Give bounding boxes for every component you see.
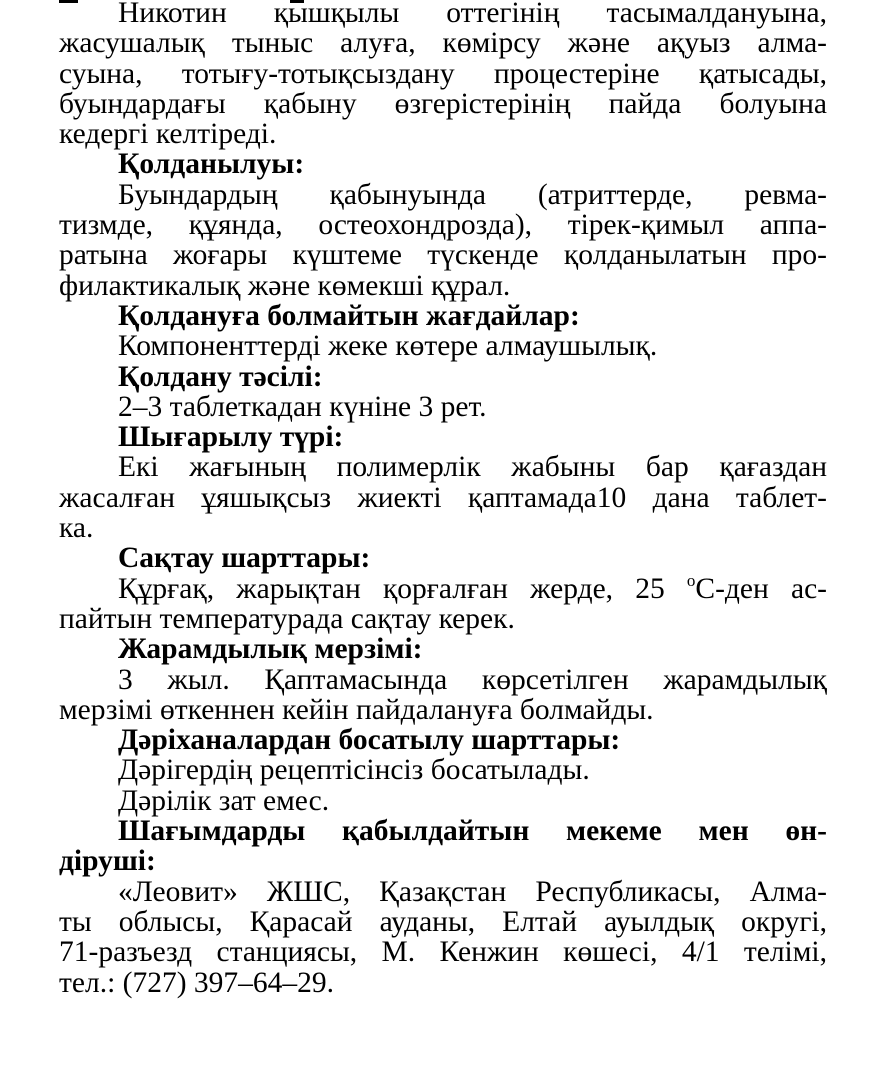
paragraph-line: тизмде, құянда, остеохондрозда), тірек-қимыл аппа- — [59, 209, 827, 242]
paragraph-line: ка. — [59, 512, 94, 545]
paragraph-line: 2–3 таблеткадан күніне 3 рет. — [118, 390, 487, 423]
paragraph-line: Дәрігердің рецептісінсіз босатылады. — [118, 754, 590, 787]
section-heading: Қолдану тәсілі: — [118, 360, 323, 393]
dosage-section — [59, 362, 827, 423]
section-heading: Дәріханалардан босатылу шарттары: — [118, 724, 621, 757]
paragraph-line: пайтын температурада сақтау керек. — [59, 602, 515, 635]
shelf-life-section — [59, 634, 827, 725]
degree-symbol: о — [686, 570, 696, 590]
indications-section — [59, 149, 827, 300]
manufacturer-section — [59, 816, 827, 998]
storage-text-part: С-ден ас- — [695, 572, 828, 605]
paragraph-line: Компоненттерді жеке көтере алмаушылық. — [118, 330, 658, 363]
section-heading: Шағымдарды қабылдайтын мекеме мен өн- — [118, 815, 827, 848]
paragraph-line: тел.: (727) 397–64–29. — [59, 966, 335, 999]
paragraph-line: кедергі келтіреді. — [59, 118, 277, 151]
pharmacology-section — [59, 0, 827, 149]
paragraph-line: Никотин қышқылы оттегінің тасымалдануына, — [118, 0, 827, 29]
form-section — [59, 422, 827, 543]
paragraph-line: жасушалық тыныс алуға, көмірсу және ақуыз алма- — [59, 27, 827, 60]
contraindications-section — [59, 301, 827, 362]
section-heading: Қолданылуы: — [118, 148, 305, 181]
paragraph-line: суына, тотығу-тотықсыздану процестеріне қатысады, — [59, 57, 827, 90]
paragraph-line: «Леовит» ЖШС, Қазақстан Республикасы, Алма- — [118, 875, 827, 908]
section-heading: Жарамдылық мерзімі: — [118, 633, 423, 666]
paragraph-line: Дәрілік зат емес. — [118, 784, 330, 817]
paragraph-line: филактикалық және көмекші құрал. — [59, 269, 511, 302]
section-heading: Сақтау шарттары: — [118, 542, 371, 575]
paragraph-line: Екі жағының полимерлік жабыны бар қағаздан — [118, 451, 827, 484]
paragraph-line: мерзімі өткеннен кейін пайдалануға болмайды. — [59, 693, 654, 726]
section-heading: діруші: — [59, 845, 156, 878]
storage-text-part: Құрғақ, жарықтан қорғалған жерде, 25 — [118, 572, 687, 605]
paragraph-line: 3 жыл. Қаптамасында көрсетілген жарамдылық — [118, 663, 827, 696]
paragraph-line: Буындардың қабынуында (атриттерде, ревма- — [118, 178, 827, 211]
dispensing-section — [59, 725, 827, 816]
paragraph-line: ты облысы, Қарасай ауданы, Елтай ауылдық округі, — [59, 905, 827, 938]
paragraph-line — [59, 570, 828, 605]
section-heading: Шығарылу түрі: — [118, 421, 344, 454]
section-heading: Қолдануға болмайтын жағдайлар: — [118, 299, 580, 332]
storage-section — [59, 543, 827, 634]
paragraph-line: 71-разъезд станциясы, М. Кенжин көшесі, 4/1 телімі, — [59, 936, 827, 969]
paragraph-line: жасалған ұяшықсыз жиекті қаптамада10 дана таблет- — [59, 481, 827, 514]
paragraph-line: ратына жоғары күштеме түскенде қолданылатын про- — [59, 239, 827, 272]
document-page — [59, 0, 827, 998]
paragraph-line: буындардағы қабыну өзгерістерінің пайда болуына — [59, 87, 827, 120]
